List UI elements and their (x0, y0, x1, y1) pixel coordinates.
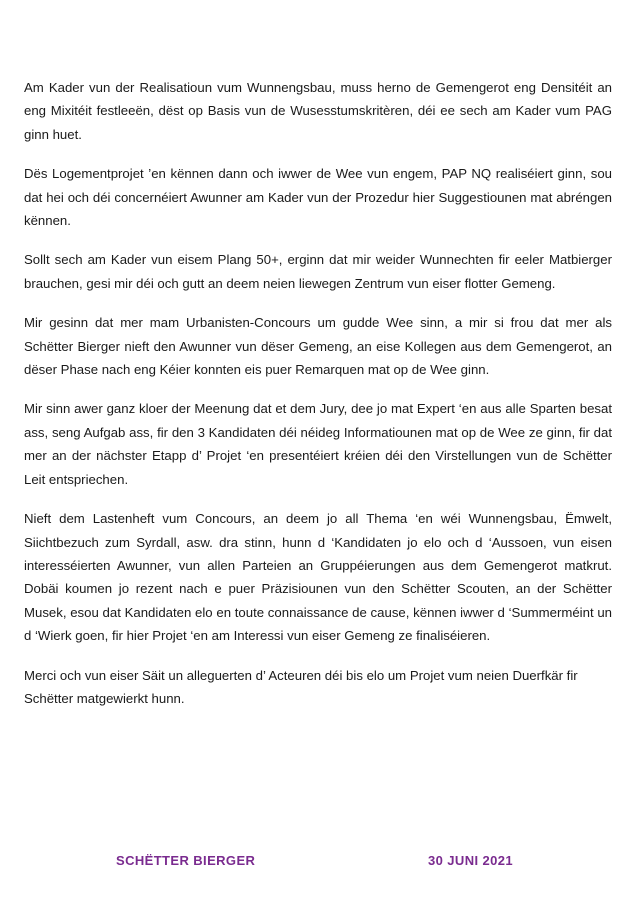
footer-author: SCHËTTER BIERGER (116, 853, 256, 868)
paragraph-2: Dës Logementprojet ’en kënnen dann och iwwer de Wee vun engem, PAP NQ realiséiert ginn, sou dat hei och déi concernéiert Awunner am Kader vun der Prozedur hier Suggestiounen mat abréngen kënnen. (24, 166, 612, 229)
paragraph-6: Nieft dem Lastenheft vum Concours, an deem jo all Thema ‘en wéi Wunnengsbau, Ëmwelt, Siichtbezuch zum Syrdall, asw. dra stinn, hunn d ‘Kandidaten jo elo och d ‘Aussoen, vun eisen interesséierten Awunner, vun allen Parteien an Gruppéierungen aus dem Gemengerot matkrut. Dobäi koumen jo rezent nach e puer Präzisiounen vun den Schëtter Scouten, an der Schëtter Musek, esou dat Kandidaten elo en toute connaissance de cause, kënnen iwwer d ‘Summerméint un d ‘Wierk goen, fir hier Projet ‘en am Interessi vun eiser Gemeng ze finaliséieren. (24, 511, 612, 644)
paragraph-5: Mir sinn awer ganz kloer der Meenung dat et dem Jury, dee jo mat Expert ‘en aus alle Sparten besat ass, seng Aufgab ass, fir den 3 Kandidaten déi néideg Informatiounen mat op de Wee ze ginn, fir dat mer an der nächster Etapp d’ Projet ‘en presentéiert kréien déi den Virstellungen vun de Schëtter Leit entspriechen. (24, 401, 612, 487)
paragraph-3: Sollt sech am Kader vun eisem Plang 50+, erginn dat mir weider Wunnechten fir eeler Matbierger brauchen, gesi mir déi och gutt an deem neien liewegen Zentrum vun eiser flotter Gemeng. (24, 252, 612, 291)
paragraph-7: Merci och vun eiser Säit un alleguerten d’ Acteuren déi bis elo um Projet vum neien Duerfkär fir Schëtter matgewierkt hunn. (24, 667, 578, 706)
paragraph-1: Am Kader vun der Realisatioun vum Wunnengsbau, muss herno de Gemengerot eng Densitéit an eng Mixitéit festleeën, dëst op Basis vun de Wusesstumskritèren, déi ee sech am Kader vum PAG ginn huet. (24, 80, 612, 142)
footer-date: 30 JUNI 2021 (428, 853, 514, 868)
document-body (24, 76, 612, 726)
paragraph-4: Mir gesinn dat mer mam Urbanisten-Concours um gudde Wee sinn, a mir si frou dat mer als Schëtter Bierger nieft den Awunner vun dëser Gemeng, an eise Kollegen aus dem Gemengerot, an dëser Phase nach eng Kéier konnten eis puer Remarquen mat op de Wee ginn. (24, 315, 612, 378)
page-footer (0, 853, 637, 873)
